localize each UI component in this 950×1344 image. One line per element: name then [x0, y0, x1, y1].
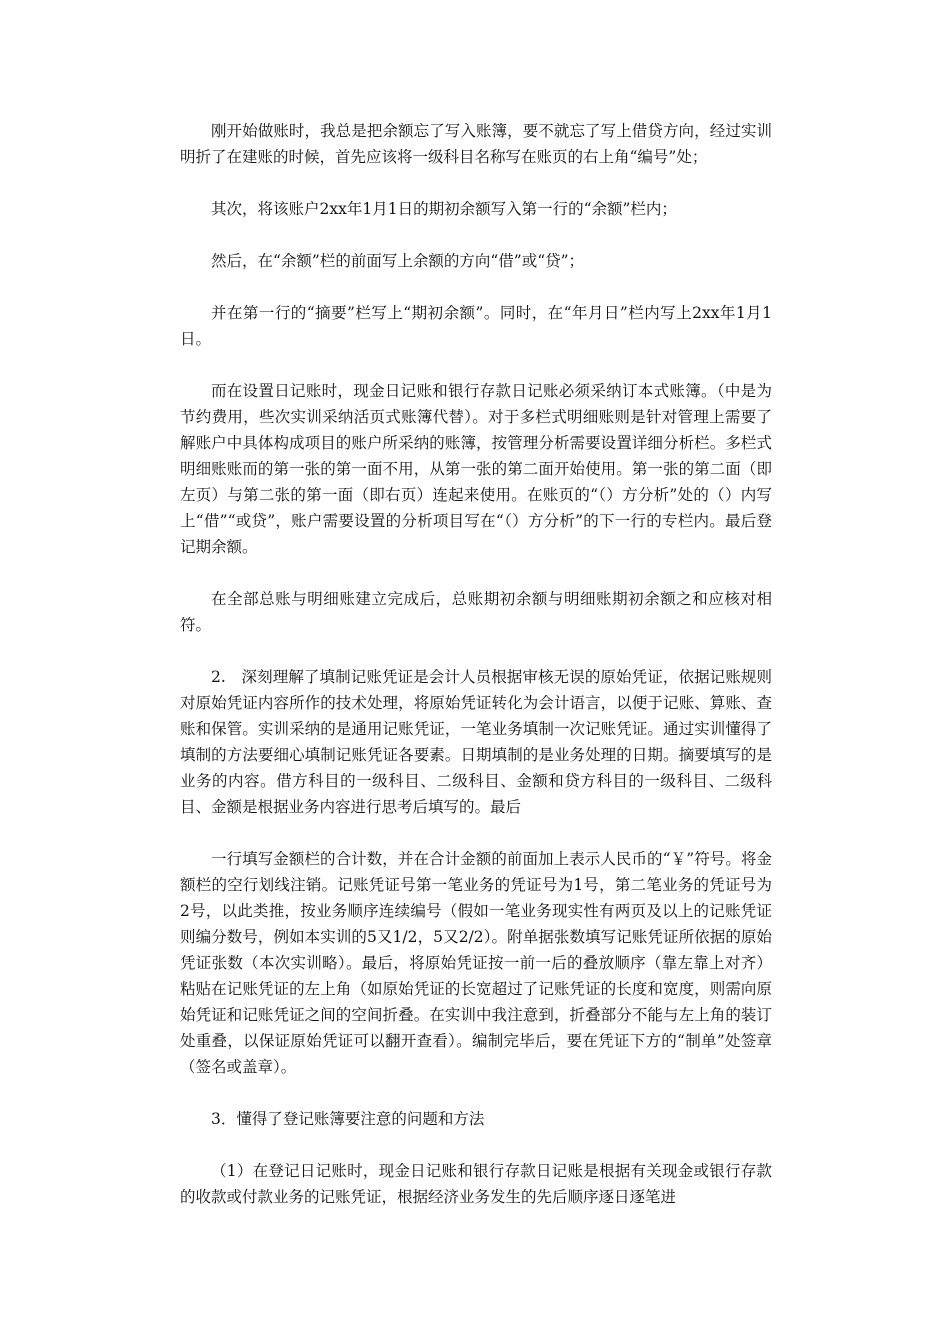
paragraph-daily-journal-posting: （1）在登记日记账时，现金日记账和银行存款日记账是根据有关现金或银行存款的收款或付款业务的记账凭证，根据经济业务发生的先后顺序逐日逐笔进: [180, 1162, 772, 1206]
paragraph-voucher-filling: 2. 深刻理解了填制记账凭证是会计人员根据审核无误的原始凭证，依据记账规则对原始凭证内容所作的技术处理，将原始凭证转化为会计语言，以便于记账、算账、查账和保管。实训采纳的是通用记账凭证，一笔业务填制一次记账凭证。通过实训懂得了填制的方法要细心填制记账凭证各要素。日期填制的是业务处理的日期。摘要填写的是业务的内容。借方科目的一级科目、二级科目、金额和贷方科目的一级科目、二级科目、金额是根据业务内容进行思考后填写的。最后: [180, 668, 772, 816]
paragraph-opening-balance: 刚开始做账时，我总是把余额忘了写入账簿，要不就忘了写上借贷方向，经过实训明折了在建账的时候，首先应该将一级科目名称写在账页的右上角“编号”处；: [180, 122, 772, 166]
paragraph-balance-entry: 其次，将该账户2xx年1月1日的期初余额写入第一行的“余额”栏内；: [211, 200, 677, 218]
paragraph-summary-column: 并在第一行的“摘要”栏写上“期初余额”。同时，在“年月日”栏内写上2xx年1月1日。: [180, 304, 772, 348]
paragraph-ledger-check: 在全部总账与明细账建立完成后，总账期初余额与明细账期初余额之和应核对相符。: [180, 590, 772, 634]
section-heading-ledger-posting: 3．懂得了登记账簿要注意的问题和方法: [211, 1110, 485, 1128]
paragraph-balance-direction: 然后，在“余额”栏的前面写上余额的方向“借”或“贷”；: [211, 252, 585, 270]
paragraph-journal-setup: 而在设置日记账时，现金日记账和银行存款日记账必须采纳订本式账簿。（中是为节约费用，些次实训采纳活页式账簿代替）。对于多栏式明细账则是针对管理上需要了解账户中具体构成项目的账户所采纳的账簿，按管理分析需要设置详细分析栏。多栏式明细账账而的第一张的第一面不用，从第一张的第二面开始使用。第一张的第二面（即左页）与第二张的第一面（即右页）连起来使用。在账页的“（）方分析”处的（）内写上“借”“或贷”，账户需要设置的分析项目写在“（）方分析”的下一行的专栏内。最后登记期余额。: [180, 382, 772, 556]
document-body: [180, 118, 772, 1210]
paragraph-voucher-total: 一行填写金额栏的合计数，并在合计金额的前面加上表示人民币的“￥”符号。将金额栏的空行划线注销。记账凭证号第一笔业务的凭证号为1号，第二笔业务的凭证号为2号，以此类推，按业务顺序连续编号（假如一笔业务现实性有两页及以上的记账凭证则编分数号，例如本实训的5又1/2，5又2/2）。附单据张数填写记账凭证所依据的原始凭证张数（本次实训略）。最后，将原始凭证按一前一后的叠放顺序（靠左靠上对齐）粘贴在记账凭证的左上角（如原始凭证的长宽超过了记账凭证的长度和宽度，则需向原始凭证和记账凭证之间的空间折叠。在实训中我注意到，折叠部分不能与左上角的装订处重叠，以保证原始凭证可以翻开查看）。编制完毕后，要在凭证下方的“制单”处签章（签名或盖章）。: [180, 850, 772, 1076]
